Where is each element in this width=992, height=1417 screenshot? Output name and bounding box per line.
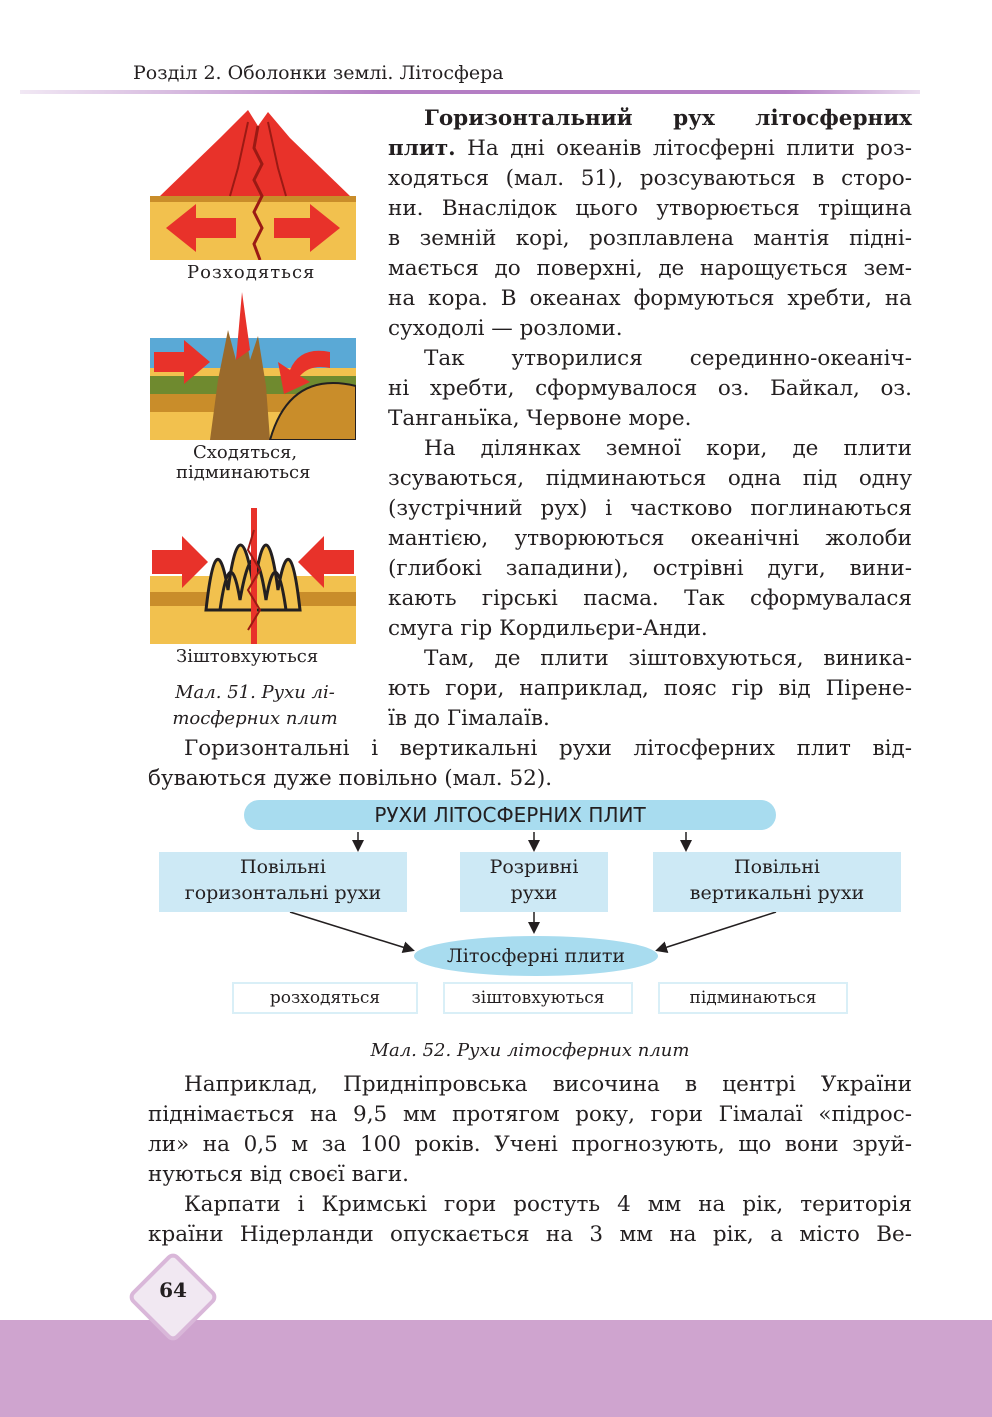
scheme-box-rupture-line2: рухи xyxy=(510,882,558,904)
converge-label-2: підминаються xyxy=(176,462,311,483)
p6-line: нуються від своєї ваги. xyxy=(148,1162,409,1187)
p4-line: ють гори, наприклад, пояс гір від Пірене- xyxy=(388,676,912,701)
paragraph-6 xyxy=(148,1070,912,1190)
p5-line: Горизонтальні і вертикальні рухи літосферних плит від- xyxy=(184,736,912,761)
page-number: 64 xyxy=(159,1278,187,1302)
running-header: Розділ 2. Оболонки землі. Літосфера xyxy=(133,62,504,84)
converge-label-1: Сходяться, xyxy=(193,442,298,463)
footer-band xyxy=(0,1320,992,1417)
scheme-box-vertical xyxy=(653,852,901,912)
scheme-out-diverge: розходяться xyxy=(232,982,418,1014)
p2-line: Танганьїка, Червоне море. xyxy=(388,406,692,431)
p1-line: мається до поверхні, де нарощується зем- xyxy=(388,256,912,281)
p6-line: піднімається на 9,5 мм протягом року, гори Гімалаї «підрос- xyxy=(148,1102,912,1127)
p3-line: На ділянках земної кори, де плити xyxy=(424,436,912,461)
scheme-out-subduct: підминаються xyxy=(658,982,848,1014)
p3-line: (зустрічний рух) і частково поглинаються xyxy=(388,496,912,521)
p7-line: Карпати і Кримські гори ростуть 4 мм на рік, територія xyxy=(184,1192,912,1217)
p2-line: ні хребти, сформувалося оз. Байкал, оз. xyxy=(388,376,912,401)
scheme-box-horizontal xyxy=(159,852,407,912)
scheme-title: РУХИ ЛІТОСФЕРНИХ ПЛИТ xyxy=(244,800,776,830)
p1-line: на кора. В океанах формуються хребти, на xyxy=(388,286,912,311)
diverge-label: Розходяться xyxy=(187,262,316,283)
p1-line: в земній корі, розплавлена мантія підні- xyxy=(388,226,912,251)
p3-line: кають гірські пасма. Так сформувалася xyxy=(388,586,912,611)
scheme-box-vertical-line1: Повільні xyxy=(734,856,820,878)
p5-line: буваються дуже повільно (мал. 52). xyxy=(148,766,553,791)
p3-line: зсуваються, підминаються одна під одну xyxy=(388,466,912,491)
figure-51-caption-2: тосферних плит xyxy=(172,708,338,729)
scheme-box-vertical-line2: вертикальні рухи xyxy=(689,882,865,904)
p1-line: плит. На дні океанів літосферні плити роз- xyxy=(388,136,912,161)
figure-52-caption: Мал. 52. Рухи літосферних плит xyxy=(370,1040,690,1061)
collide-label: Зіштовхуються xyxy=(176,646,319,667)
paragraph-7 xyxy=(148,1190,912,1250)
figure-51-caption-1: Мал. 51. Рухи лі- xyxy=(175,682,335,703)
p1-heading: Горизонтальний рух літосферних xyxy=(424,106,912,131)
p3-line: (глибокі западини), острівні дуги, вини- xyxy=(388,556,912,581)
p7-line: країни Нідерланди опускається на 3 мм на рік, а місто Ве- xyxy=(148,1222,912,1247)
p4-line: Там, де плити зіштовхуються, виника- xyxy=(424,646,912,671)
p2-line: Так утворилися серединно-океаніч- xyxy=(424,346,912,371)
p1-line: суходолі — розломи. xyxy=(388,316,623,341)
scheme-box-rupture-line1: Розривні xyxy=(489,856,579,878)
scheme-box-horizontal-line2: горизонтальні рухи xyxy=(184,882,382,904)
p1-line: ходяться (мал. 51), розсуваються в сторо- xyxy=(388,166,912,191)
p4-line: їв до Гімалаїв. xyxy=(388,706,550,731)
p1-line: ни. Внаслідок цього утворюється тріщина xyxy=(388,196,912,221)
scheme-box-horizontal-line1: Повільні xyxy=(240,856,326,878)
p3-line: смуга гір Кордильєри-Анди. xyxy=(388,616,708,641)
p6-line: Наприклад, Придніпровська височина в центрі України xyxy=(184,1072,912,1097)
scheme-out-collide: зіштовхуються xyxy=(443,982,633,1014)
scheme-box-rupture xyxy=(460,852,608,912)
scheme-center-oval: Літосферні плити xyxy=(414,936,658,976)
p3-line: мантією, утворюються океанічні жолоби xyxy=(388,526,912,551)
p6-line: ли» на 0,5 м за 100 років. Учені прогнозують, що вони зруй- xyxy=(148,1132,912,1157)
